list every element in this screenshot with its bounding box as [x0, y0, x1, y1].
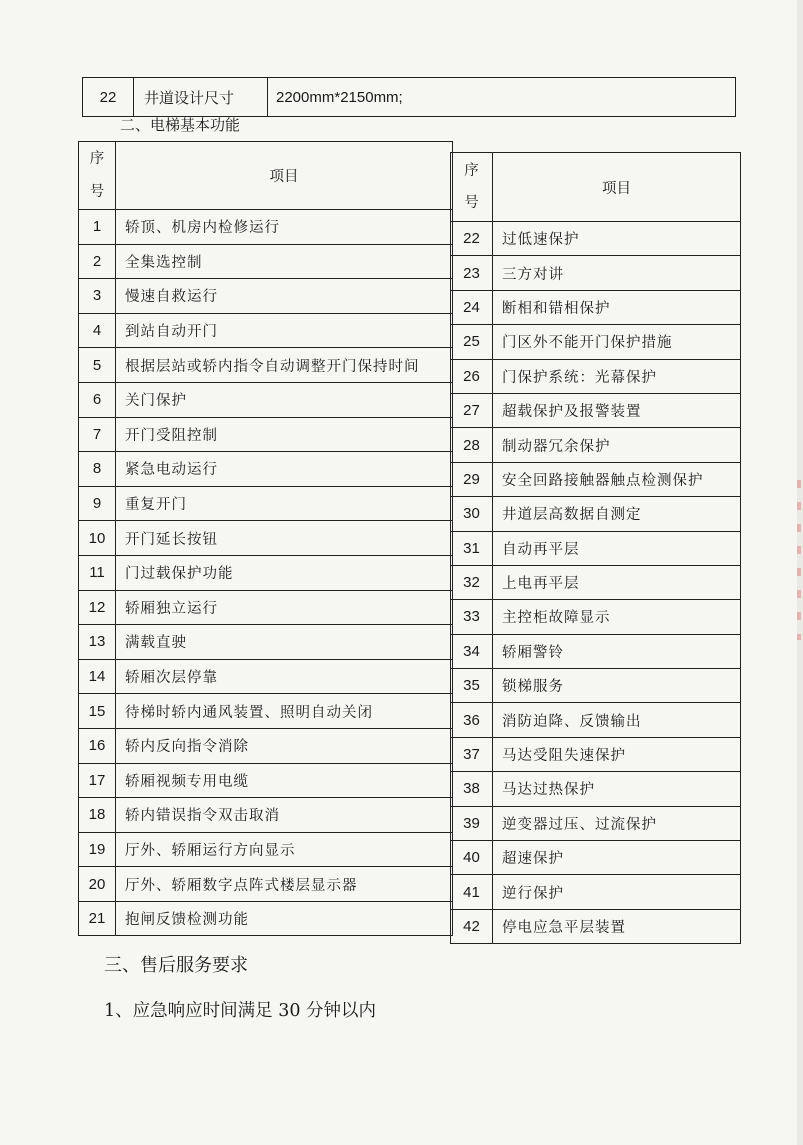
table-row: [79, 832, 453, 867]
table-row: [451, 875, 741, 909]
row-number: 24: [451, 290, 493, 324]
row-item: 紧急电动运行: [116, 452, 453, 487]
row-number: 9: [79, 486, 116, 521]
header-item: 项目: [493, 153, 741, 222]
row-number: 35: [451, 669, 493, 703]
row-item: 轿厢独立运行: [116, 590, 453, 625]
table-row: [451, 669, 741, 703]
row-number: 17: [79, 763, 116, 798]
table-row: [451, 222, 741, 256]
row-item: 自动再平层: [493, 531, 741, 565]
row-item: 关门保护: [116, 382, 453, 417]
row-item: 停电应急平层装置: [493, 909, 741, 943]
row-number: 36: [451, 703, 493, 737]
section-2-title: 二、电梯基本功能: [120, 116, 241, 134]
table-row: [451, 737, 741, 771]
row-item: 锁梯服务: [493, 669, 741, 703]
table-row: [451, 841, 741, 875]
row-item: 马达过热保护: [493, 772, 741, 806]
table-row: [451, 634, 741, 668]
row-number: 40: [451, 841, 493, 875]
row-number: 21: [79, 901, 116, 936]
row-number: 4: [79, 313, 116, 348]
row-item: 全集选控制: [116, 244, 453, 279]
table-row: [79, 590, 453, 625]
table-row: [451, 325, 741, 359]
row-number: 23: [451, 256, 493, 290]
table-row: [79, 244, 453, 279]
table-row: [79, 452, 453, 487]
row-item: 轿内错误指令双击取消: [116, 798, 453, 833]
table-row: [79, 728, 453, 763]
row-item: 开门受阻控制: [116, 417, 453, 452]
row-number: 29: [451, 462, 493, 496]
header-seq-top: 序: [89, 151, 105, 167]
table-row: [79, 625, 453, 660]
row-number: 37: [451, 737, 493, 771]
table-row: [451, 290, 741, 324]
row-number: 39: [451, 806, 493, 840]
function-table-left: [78, 141, 453, 936]
row-number: 10: [79, 521, 116, 556]
row-number: 41: [451, 875, 493, 909]
row-item: 轿顶、机房内检修运行: [116, 210, 453, 245]
row-item: 抱闸反馈检测功能: [116, 901, 453, 936]
row-item: 消防迫降、反馈输出: [493, 703, 741, 737]
table-row: [79, 521, 453, 556]
table-row: [451, 909, 741, 943]
table-row: [79, 694, 453, 729]
row-item: 断相和错相保护: [493, 290, 741, 324]
row-item: 三方对讲: [493, 256, 741, 290]
table-row: [79, 210, 453, 245]
row-item: 门过载保护功能: [116, 555, 453, 590]
row-number: 38: [451, 772, 493, 806]
table-header-row: [79, 142, 453, 210]
row-item: 超速保护: [493, 841, 741, 875]
row-item: 轿厢视频专用电缆: [116, 763, 453, 798]
header-seq-top: 序: [464, 162, 479, 179]
row-number: 1: [79, 210, 116, 245]
row-number: 11: [79, 555, 116, 590]
table-row: [79, 348, 453, 383]
row-item: 逆变器过压、过流保护: [493, 806, 741, 840]
row-number: 15: [79, 694, 116, 729]
row-item: 开门延长按钮: [116, 521, 453, 556]
table-row: [451, 256, 741, 290]
row-item: 井道层高数据自测定: [493, 497, 741, 531]
row-number: 30: [451, 497, 493, 531]
row-item: 重复开门: [116, 486, 453, 521]
row-number: 42: [451, 909, 493, 943]
table-row: [79, 659, 453, 694]
row-number: 28: [451, 428, 493, 462]
row-number: 13: [79, 625, 116, 660]
row-item: 主控柜故障显示: [493, 600, 741, 634]
row-item: 到站自动开门: [116, 313, 453, 348]
row-number: 34: [451, 634, 493, 668]
row-item: 门保护系统：光幕保护: [493, 359, 741, 393]
row-number: 18: [79, 798, 116, 833]
row-number: 22: [451, 222, 493, 256]
row-item: 门区外不能开门保护措施: [493, 325, 741, 359]
row-item: 厅外、轿厢数字点阵式楼层显示器: [116, 867, 453, 902]
row-number: 32: [451, 565, 493, 599]
table-row: [79, 382, 453, 417]
row-item: 井道设计尺寸: [134, 78, 268, 116]
row-number: 26: [451, 359, 493, 393]
row-number: 22: [83, 78, 134, 116]
table-row: [451, 531, 741, 565]
row-number: 3: [79, 279, 116, 314]
table-row: [79, 486, 453, 521]
row-item: 轿厢次层停靠: [116, 659, 453, 694]
section-3-title: 三、售后服务要求: [104, 955, 248, 976]
row-number: 25: [451, 325, 493, 359]
row-number: 20: [79, 867, 116, 902]
function-table-right: [450, 152, 741, 944]
row-item: 满载直驶: [116, 625, 453, 660]
table-row: [79, 901, 453, 936]
row-number: 33: [451, 600, 493, 634]
stamp-bleed-mark: [797, 480, 801, 640]
header-seq-bottom: 号: [89, 183, 105, 200]
header-item: 项目: [116, 142, 453, 210]
table-row: [79, 867, 453, 902]
table-row: [451, 772, 741, 806]
row-number: 5: [79, 348, 116, 383]
table-row: [451, 497, 741, 531]
row-item: 轿厢警铃: [493, 634, 741, 668]
row-item: 安全回路接触器触点检测保护: [493, 462, 741, 496]
table-row: [79, 313, 453, 348]
table-row: [451, 600, 741, 634]
row-item: 超载保护及报警装置: [493, 393, 741, 427]
table-row: [79, 763, 453, 798]
header-seq-bottom: 号: [464, 195, 479, 211]
table-row: [79, 798, 453, 833]
row-number: 14: [79, 659, 116, 694]
row-number: 31: [451, 531, 493, 565]
table-row: [451, 428, 741, 462]
row-item: 逆行保护: [493, 875, 741, 909]
table-row: [451, 462, 741, 496]
table-row: [79, 417, 453, 452]
row-item: 慢速自救运行: [116, 279, 453, 314]
row-item: 轿内反向指令消除: [116, 728, 453, 763]
row-item: 上电再平层: [493, 565, 741, 599]
row-number: 16: [79, 728, 116, 763]
table-row: [79, 279, 453, 314]
row-item: 厅外、轿厢运行方向显示: [116, 832, 453, 867]
table-row-shaft-size: [82, 77, 736, 117]
table-row: [451, 703, 741, 737]
table-row: [451, 359, 741, 393]
row-item: 过低速保护: [493, 222, 741, 256]
row-number: 7: [79, 417, 116, 452]
table-row: [79, 555, 453, 590]
table-row: [451, 806, 741, 840]
row-item: 根据层站或轿内指令自动调整开门保持时间: [116, 348, 453, 383]
row-number: 12: [79, 590, 116, 625]
section-3-item-1: 1、应急响应时间满足 30 分钟以内: [104, 1001, 377, 1021]
row-number: 6: [79, 382, 116, 417]
header-seq: [79, 142, 116, 210]
row-item: 马达受阻失速保护: [493, 737, 741, 771]
table-row: [451, 565, 741, 599]
row-item: 制动器冗余保护: [493, 428, 741, 462]
row-number: 2: [79, 244, 116, 279]
row-number: 27: [451, 393, 493, 427]
row-number: 8: [79, 452, 116, 487]
table-row: [451, 393, 741, 427]
header-seq: [451, 153, 493, 222]
row-value: 2200mm*2150mm;: [276, 88, 403, 106]
row-item: 待梯时轿内通风装置、照明自动关闭: [116, 694, 453, 729]
row-number: 19: [79, 832, 116, 867]
table-header-row: [451, 153, 741, 222]
